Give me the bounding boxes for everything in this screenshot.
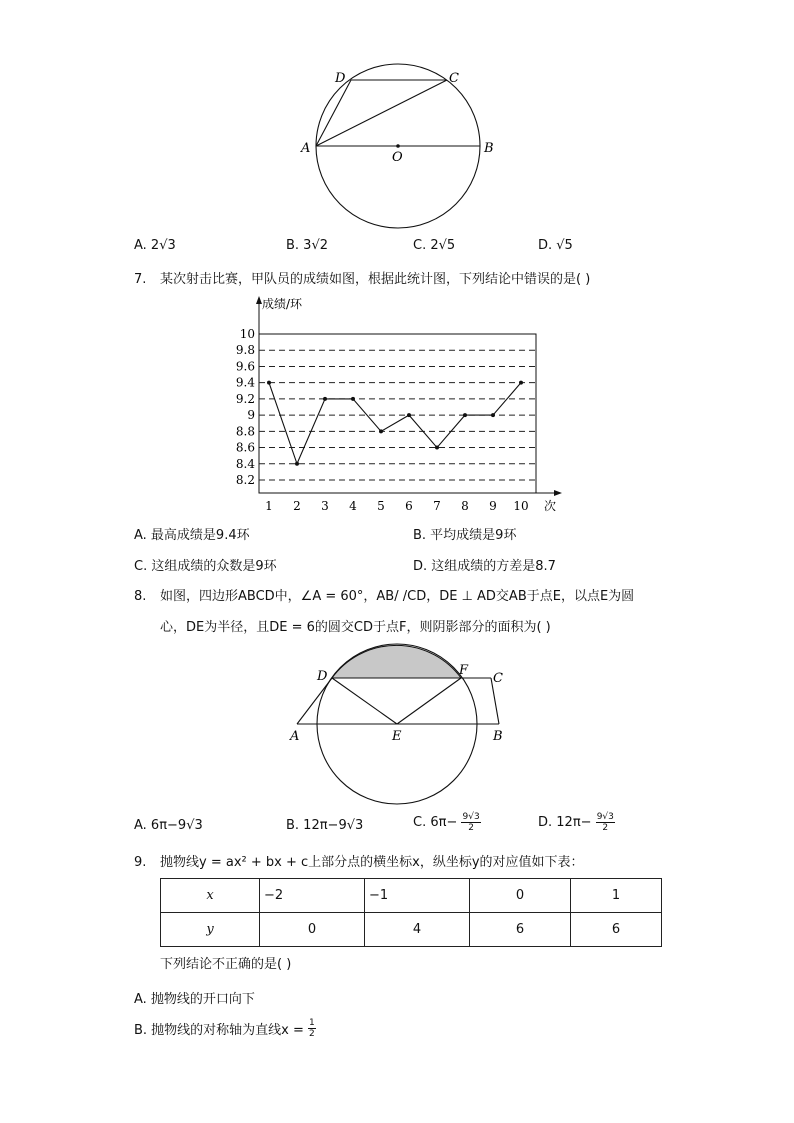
data-point [491, 413, 495, 417]
q8-option-d-denominator: 2 [602, 823, 609, 833]
x-axis-arrow [554, 490, 562, 496]
x-tick-labels [265, 499, 528, 513]
shaded-segment [332, 645, 461, 678]
x-tick-label: 4 [349, 499, 357, 513]
q9-option-b [134, 1018, 316, 1039]
table-cell: −1 [365, 879, 470, 913]
y-tick-label: 9.8 [235, 343, 255, 358]
table-cell: 6 [470, 913, 571, 947]
q9-option-b-prefix: B. 抛物线的对称轴为直线x = [134, 1023, 304, 1038]
q7-option-d: D. 这组成绩的方差是8.7 [413, 559, 556, 574]
table-cell: 1 [571, 879, 662, 913]
x-tick-label: 3 [321, 499, 329, 513]
q8-text-line1: 如图，四边形ABCD中，∠A = 60°，AB/ /CD，DE ⊥ AD交AB于点E，以点E为圆 [160, 589, 635, 604]
q8-number: 8. [134, 589, 147, 604]
x-tick-label: 9 [489, 499, 497, 513]
label-b: B [484, 141, 494, 156]
q8-text-line2: 心，DE为半径，且DE = 6的圆交CD于点F，则阴影部分的面积为( ) [160, 620, 551, 635]
quadrilateral-circle-figure [285, 640, 515, 820]
q8-option-c [413, 812, 481, 833]
q9-option-b-fraction [308, 1018, 316, 1039]
q8-option-c-prefix: C. 6π− [413, 815, 458, 830]
data-point [407, 413, 411, 417]
q8-option-c-fraction [461, 812, 480, 833]
y-tick-label: 8.2 [235, 473, 255, 487]
label-a: A [301, 141, 311, 156]
label-e: E [392, 729, 402, 744]
label-o: O [392, 150, 403, 165]
q6-option-b: B. 3√2 [286, 238, 329, 253]
q8-option-b: B. 12π−9√3 [286, 818, 364, 833]
y-tick-label: 8.4 [235, 456, 255, 471]
series-line [269, 383, 521, 464]
data-point [351, 397, 355, 401]
table-row-y [161, 913, 662, 947]
y-tick-label: 9.2 [235, 391, 255, 406]
q9-option-a: A. 抛物线的开口向下 [134, 992, 255, 1007]
q9-option-b-denominator: 2 [309, 1029, 315, 1039]
segment-ac [316, 80, 447, 146]
q8-option-c-denominator: 2 [468, 823, 474, 833]
table-row-x [161, 879, 662, 913]
table-cell: 0 [260, 913, 365, 947]
label-b: B [493, 729, 503, 744]
circle-figure-1 [295, 62, 505, 234]
chart-frame-group [256, 296, 562, 496]
q7-text: 某次射击比赛，甲队员的成绩如图，根据此统计图，下列结论中错误的是( ) [160, 272, 591, 287]
x-tick-label: 10 [513, 499, 529, 513]
y-tick-label: 9 [247, 408, 255, 423]
x-axis-label: 次 [544, 499, 557, 513]
q7-option-c: C. 这组成绩的众数是9环 [134, 559, 277, 574]
data-point [379, 429, 383, 433]
q8-option-d-numerator: 9√3 [596, 812, 614, 822]
q7-option-a: A. 最高成绩是9.4环 [134, 528, 250, 543]
data-point [267, 381, 271, 385]
label-c: C [493, 671, 503, 686]
q7-number: 7. [134, 272, 147, 287]
table-cell: y [161, 913, 260, 947]
table-cell: x [161, 879, 260, 913]
label-d: D [335, 71, 346, 86]
data-point [295, 462, 299, 466]
q8-option-d-prefix: D. 12π− [538, 815, 592, 830]
y-tick-label: 10 [239, 327, 255, 341]
x-tick-label: 7 [433, 499, 441, 513]
x-tick-label: 8 [461, 499, 469, 513]
y-tick-label: 8.6 [235, 440, 255, 455]
q6-option-a: A. 2√3 [134, 238, 176, 253]
y-tick-label: 9.6 [235, 359, 255, 374]
x-tick-label: 6 [405, 499, 413, 513]
x-tick-label: 5 [377, 499, 385, 513]
q8-option-d [538, 812, 615, 833]
q9-text: 抛物线y = ax² + bx + c上部分点的横坐标x，纵坐标y的对应值如下表： [160, 855, 584, 870]
y-tick-labels [236, 327, 255, 487]
q9-number: 9. [134, 855, 147, 870]
y-axis-label: 成绩/环 [262, 297, 303, 311]
table-cell: 6 [571, 913, 662, 947]
data-point [323, 397, 327, 401]
label-a: A [290, 729, 300, 744]
data-point [463, 413, 467, 417]
x-tick-label: 2 [293, 499, 301, 513]
y-tick-label: 9.4 [235, 375, 255, 390]
q8-option-a: A. 6π−9√3 [134, 818, 203, 833]
table-cell: −2 [260, 879, 365, 913]
table-cell: 0 [470, 879, 571, 913]
data-point [435, 446, 439, 450]
q9-prompt: 下列结论不正确的是( ) [160, 957, 292, 972]
q9-option-b-numerator: 1 [309, 1018, 315, 1028]
label-f: F [459, 663, 469, 678]
q7-option-b: B. 平均成绩是9环 [413, 528, 517, 543]
segment-ad [316, 80, 351, 146]
value-table [160, 878, 662, 947]
data-point [519, 381, 523, 385]
segment-ef [397, 678, 461, 724]
q8-option-d-fraction [596, 812, 615, 833]
q6-option-c: C. 2√5 [413, 238, 456, 253]
segment-de [332, 678, 397, 724]
score-line-chart [228, 294, 568, 516]
label-d: D [317, 669, 328, 684]
y-tick-label: 8.8 [235, 424, 255, 439]
q6-option-d: D. √5 [538, 238, 573, 253]
segment-ad [297, 678, 332, 724]
center-dot [396, 144, 400, 148]
q8-option-c-numerator: 9√3 [462, 812, 480, 822]
table-cell: 4 [365, 913, 470, 947]
x-tick-label: 1 [265, 499, 273, 513]
label-c: C [449, 71, 459, 86]
